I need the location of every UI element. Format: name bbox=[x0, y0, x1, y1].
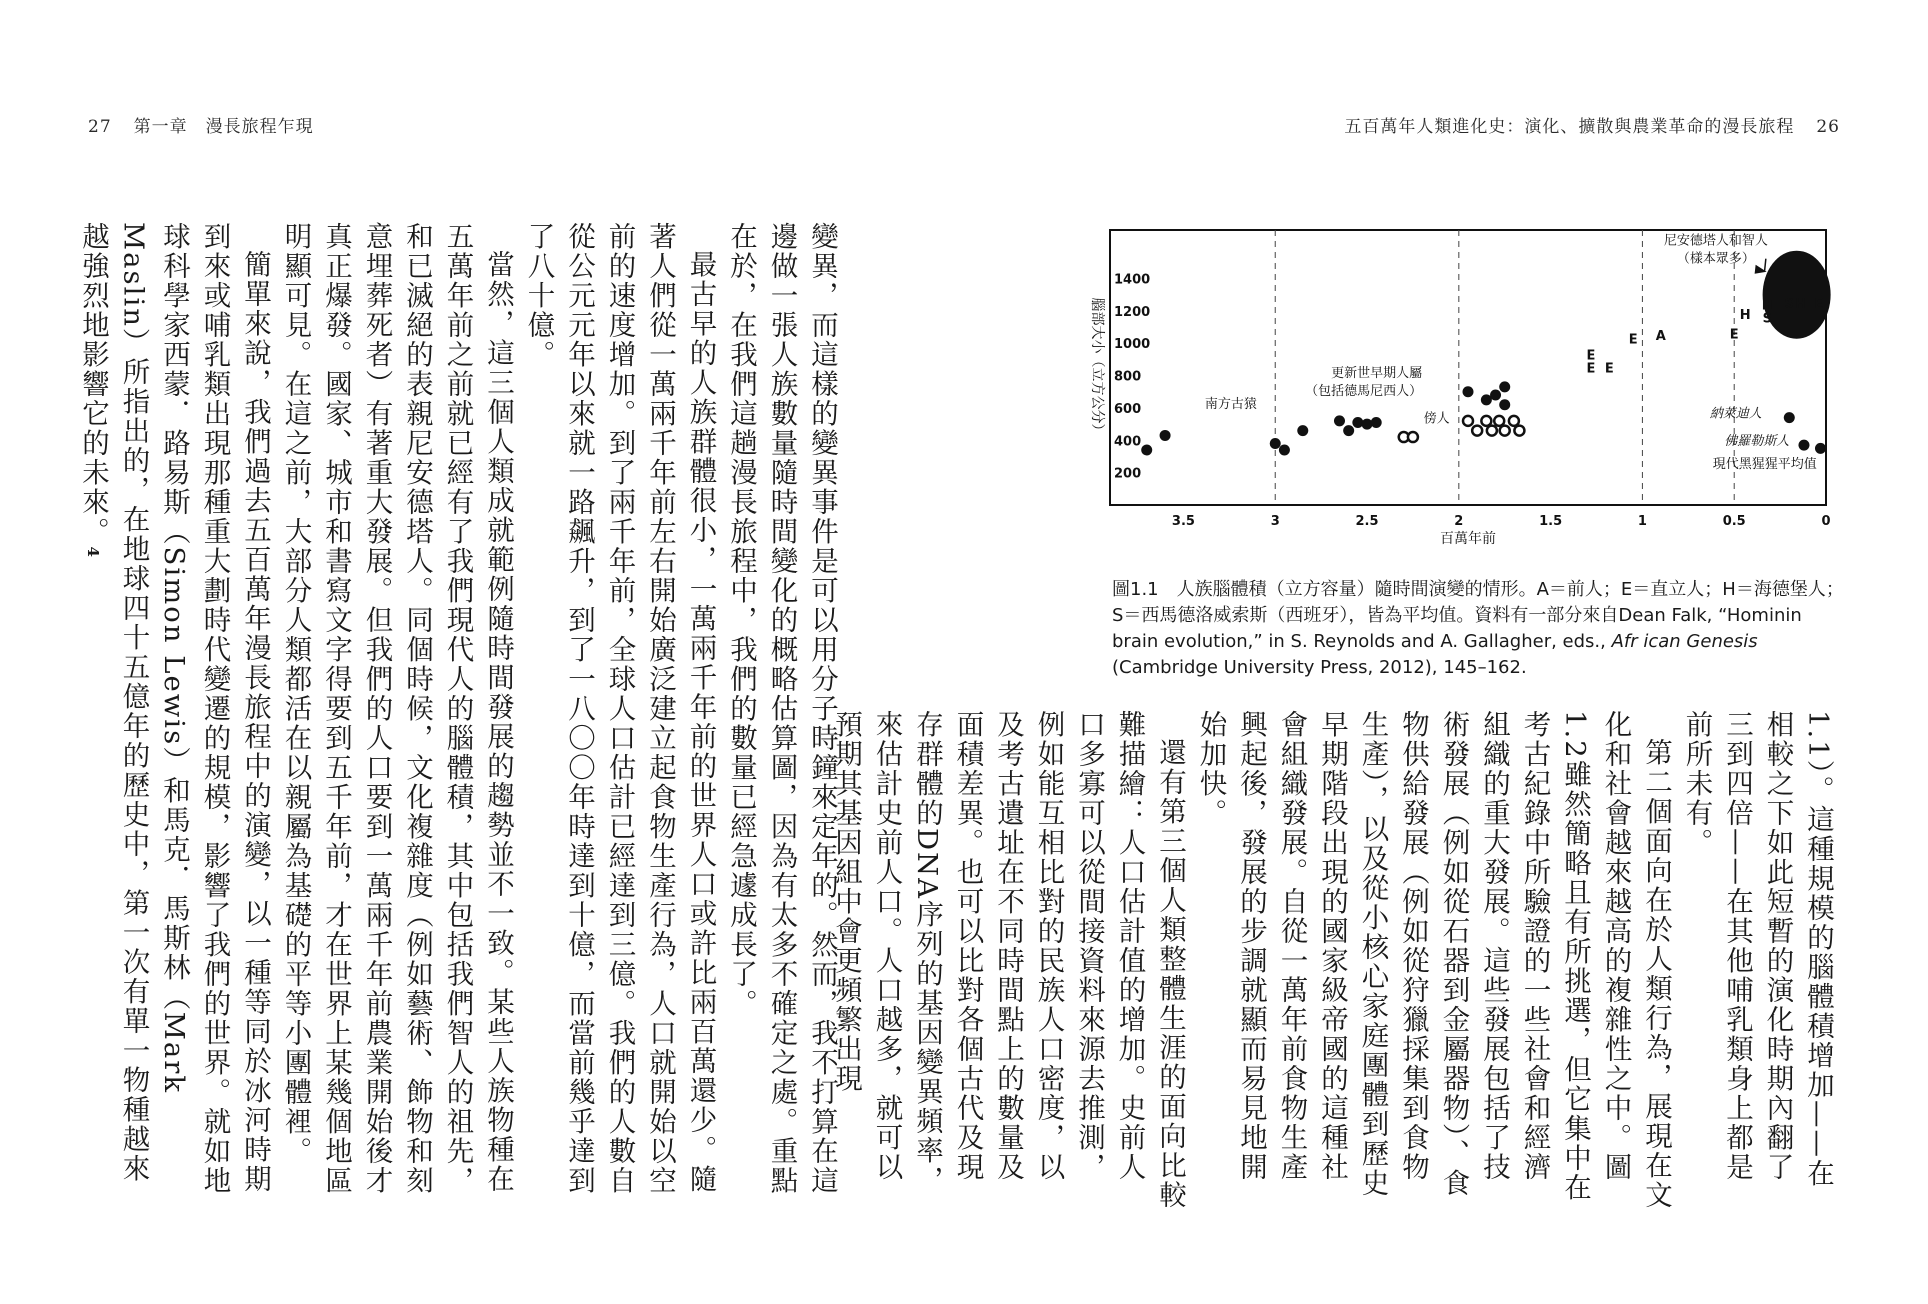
letter-data-point: S bbox=[1784, 296, 1794, 312]
chart-annotation: 佛羅勒斯人 bbox=[1724, 434, 1790, 450]
filled-data-point bbox=[1490, 390, 1501, 401]
caption-text: 圖1.1 人族腦體積（立方容量）隨時間演變的情形。A＝前人；E＝直立人；H＝海德堡人；S＝西馬德洛威索斯（西班牙），皆為平均值。資料有一部分來自Dean Falk, “Hominin brain evolution,” in S. Reynolds and A. Gallagher, eds., bbox=[1112, 579, 1844, 652]
y-axis-label: 腦部大小（立方公分） bbox=[1089, 297, 1105, 438]
filled-data-point bbox=[1499, 381, 1510, 392]
letter-data-point: E bbox=[1628, 332, 1638, 348]
neanderthal-sapiens-ellipse bbox=[1763, 251, 1831, 339]
y-tick-label: 800 bbox=[1114, 369, 1142, 385]
left-page-body bbox=[77, 222, 842, 1210]
brain-size-chart bbox=[1086, 222, 1846, 552]
letter-data-point: A bbox=[1655, 329, 1666, 345]
paragraph: 最古早的人族群體很小，一萬兩千年前的世界人口或許比兩百萬還少。隨著人們從一萬兩千年前左右開始廣泛建立起食物生產行為，人口就開始以空前的速度增加。到了兩千年前，全球人口估計已經達到三億。我們的人數自從公元元年以來就一路飆升，到了一八〇〇年時達到十億，而當前幾乎達到了八十億。 bbox=[522, 222, 717, 1196]
chart-annotation: （包括德馬尼西人） bbox=[1305, 384, 1423, 399]
open-data-point bbox=[1514, 426, 1524, 436]
x-tick-label: 0 bbox=[1821, 514, 1831, 529]
x-tick-label: 2 bbox=[1454, 514, 1464, 529]
filled-data-point bbox=[1343, 425, 1354, 436]
book-title: 五百萬年人類進化史：演化、擴散與農業革命的漫長旅程 bbox=[1344, 117, 1795, 137]
filled-data-point bbox=[1297, 425, 1308, 436]
filled-data-point bbox=[1141, 445, 1152, 456]
paragraph: 當然，這三個人類成就範例隨時間發展的趨勢並不一致。某些人族物種在五萬年前之前就已經有了我們現代人的腦體積，其中包括我們智人的祖先，和已滅絕的表親尼安德塔人。同個時候，文化複雜度（例如藝術、飾物和刻意埋葬死者）有著重大發展。但我們的人口要到一萬兩千年前農業開始後才真正爆發。國家、城市和書寫文字得要到五千年前，才在世界上某幾個地區明顯可見。在這之前，大部分人類都活在以親屬為基礎的平等小團體裡。 bbox=[279, 222, 514, 1196]
chart-annotation: 南方古猿 bbox=[1204, 396, 1257, 412]
letter-data-point: E bbox=[1814, 296, 1824, 312]
filled-data-point bbox=[1270, 438, 1281, 449]
chart-annotation: 納萊迪人 bbox=[1709, 406, 1762, 422]
page-number-left: 27 bbox=[88, 117, 112, 137]
y-tick-label: 400 bbox=[1114, 434, 1142, 450]
page-number-right: 26 bbox=[1816, 117, 1840, 137]
open-data-point bbox=[1481, 416, 1491, 426]
open-data-point bbox=[1494, 416, 1504, 426]
chart-annotation: 更新世早期人屬 bbox=[1331, 366, 1423, 382]
filled-data-point bbox=[1160, 430, 1171, 441]
open-data-point bbox=[1509, 416, 1519, 426]
x-tick-label: 3 bbox=[1270, 514, 1280, 529]
paragraph-text: 簡單來說，我們過去五百萬年漫長旅程中的演變，以一種等同於冰河時期到來或哺乳類出現那種重大劃時代變遷的規模，影響了我們的世界。就如地球科學家西蒙．路易斯（Simon Lewis）和馬克．馬斯林（Mark Maslin）所指出的，在地球四十五億年的歷史中，第一次有單一物種越來越強烈地影響它的未來。 bbox=[77, 222, 271, 1196]
chapter-title: 第一章 漫長旅程乍現 bbox=[133, 117, 314, 137]
x-tick-label: 3.5 bbox=[1171, 514, 1195, 529]
letter-data-point: H bbox=[1739, 308, 1751, 324]
paragraph bbox=[73, 222, 276, 1210]
y-tick-label: 1400 bbox=[1114, 272, 1151, 288]
filled-data-point bbox=[1352, 417, 1363, 428]
open-data-point bbox=[1408, 432, 1418, 442]
letter-data-point: H bbox=[1761, 298, 1773, 314]
filled-data-point bbox=[1362, 419, 1373, 430]
filled-data-point bbox=[1798, 440, 1809, 451]
page-header-right bbox=[1344, 112, 1862, 137]
paragraph: 第二個面向在於人類行為，展現在文化和社會越來越高的複雜性之中。圖1.2雖然簡略且有所挑選，但它集中在考古紀錄中所驗證的一些社會和經濟組織的重大發展。這些發展包括了技術發展（例如從石器到金屬器物）、食物供給發展（例如從狩獵採集到食物生產），以及從小核心家庭團體到歷史早期階段出現的國家級帝國的這種社會組織發展。自從一萬年前食物生產興起後，發展的步調就顯而易見地開始加快。 bbox=[1194, 710, 1672, 1210]
chart-annotation: 傍人 bbox=[1423, 411, 1450, 427]
y-tick-label: 200 bbox=[1114, 466, 1142, 482]
chart-annotation: 現代黑猩猩平均值 bbox=[1712, 456, 1817, 472]
filled-data-point bbox=[1371, 417, 1382, 428]
filled-data-point bbox=[1463, 386, 1474, 397]
open-data-point bbox=[1463, 416, 1473, 426]
ellipse-sublabel: （樣本眾多） bbox=[1676, 251, 1755, 267]
paragraph: 變異，而這樣的變異事件是可以用分子時鐘來定年的。然而，我不打算在這邊做一張人族數量隨時間變化的概略估算圖，因為有太多不確定之處。重點在於，在我們這趟漫長旅程中，我們的數量已經急遽成長了。 bbox=[725, 222, 838, 1196]
figure-1-1 bbox=[1086, 222, 1846, 556]
ellipse-pointer-arrow bbox=[1765, 259, 1766, 271]
page-header-left bbox=[66, 112, 314, 137]
x-tick-label: 2.5 bbox=[1355, 514, 1379, 529]
footnote-marker: 4 bbox=[84, 546, 102, 559]
filled-data-point bbox=[1815, 443, 1826, 454]
paragraph: 1.1）。這種規模的腦體積增加——在相較之下如此短暫的演化時期內翻了三到四倍——在其他哺乳類身上都是前所未有。 bbox=[1680, 710, 1834, 1189]
x-tick-label: 0.5 bbox=[1722, 514, 1746, 529]
caption-book-title: Afr ican Genesis bbox=[1611, 631, 1758, 652]
x-tick-label: 1.5 bbox=[1539, 514, 1563, 529]
filled-data-point bbox=[1334, 415, 1345, 426]
filled-data-point bbox=[1279, 445, 1290, 456]
y-tick-label: 1200 bbox=[1114, 304, 1151, 320]
letter-data-point: E bbox=[1586, 348, 1596, 364]
y-tick-label: 1000 bbox=[1114, 337, 1151, 353]
filled-data-point bbox=[1499, 399, 1510, 410]
letter-data-point: E bbox=[1586, 361, 1596, 377]
ellipse-label: 尼安德塔人和智人 bbox=[1663, 233, 1768, 249]
caption-text-end: (Cambridge University Press, 2012), 145–162. bbox=[1112, 657, 1527, 678]
y-tick-label: 600 bbox=[1114, 401, 1142, 417]
right-page-body bbox=[830, 710, 1838, 1210]
x-axis-label: 百萬年前 bbox=[1440, 531, 1496, 547]
letter-data-point: E bbox=[1604, 361, 1614, 377]
figure-caption bbox=[1112, 577, 1844, 681]
letter-data-point: H bbox=[1794, 296, 1806, 312]
paragraph: 還有第三個人類整體生涯的面向比較難描繪：人口估計值的增加。史前人口多寡可以從間接資料來源去推測，例如能互相比對的民族人口密度，以及考古遺址在不同時間點上的數量及面積差異。也可以比對各個古代及現存群體的DNA序列的基因變異頻率，來估計史前人口。人口越多，就可以預期其基因組中會更頻繁出現 bbox=[830, 710, 1186, 1210]
open-data-point bbox=[1472, 426, 1482, 436]
x-tick-label: 1 bbox=[1637, 514, 1647, 529]
filled-data-point bbox=[1784, 412, 1795, 423]
open-data-point bbox=[1487, 426, 1497, 436]
letter-data-point: S bbox=[1762, 311, 1772, 327]
letter-data-point: E bbox=[1729, 327, 1739, 343]
open-data-point bbox=[1500, 426, 1510, 436]
